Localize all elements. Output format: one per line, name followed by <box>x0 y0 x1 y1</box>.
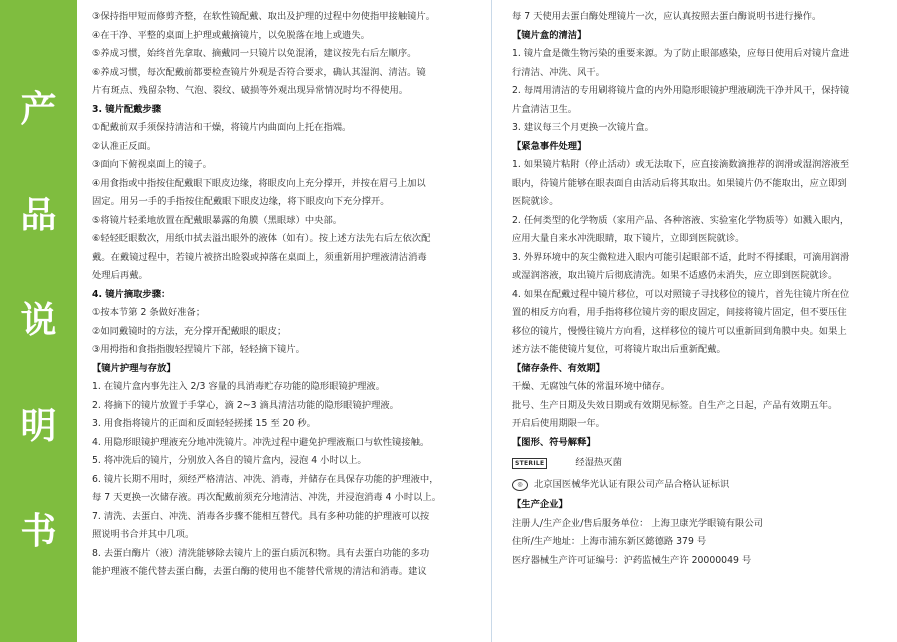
text-line: 2. 将摘下的镜片放置于手掌心，滴 2~3 滴具清洁功能的隐形眼镜护理液。 <box>92 399 399 411</box>
section-heading: 4. 镜片摘取步骤： <box>92 288 171 300</box>
symbol-row-cert <box>512 474 890 496</box>
text-line: 眼内，待镜片能够在眼表面自由活动后将其取出。如果镜片仍不能取出，应立即到 <box>512 177 847 189</box>
producer-line: 医疗器械生产许可证编号：沪药监械生产许 20000049 号 <box>512 554 752 566</box>
text-line: 移位的镜片，慢慢往镜片方向看，这样移位的镜片可以重新回到角膜中央。如果上 <box>512 325 847 337</box>
sidebar-title-char: 明 <box>20 405 57 447</box>
text-line: 3. 外界环境中的灰尘微粒进入眼内可能引起眼部不适，此时不得揉眼，可滴用润滑 <box>512 251 850 263</box>
text-line: ③保持指甲短而修剪齐整，在软性镜配戴、取出及护理的过程中勿使指甲接触镜片。 <box>92 11 436 22</box>
text-line: 8. 去蛋白酶片（液）清洗能够除去镜片上的蛋白质沉积物。具有去蛋白功能的多功 <box>92 547 430 559</box>
sidebar-title-char: 说 <box>20 300 57 341</box>
section-heading: 【储存条件、有效期】 <box>512 362 605 374</box>
text-line: 4. 用隐形眼镜护理液充分地冲洗镜片。冲洗过程中避免护理液瓶口与软性镜接触。 <box>92 436 430 448</box>
text-line: 医院就诊。 <box>512 196 559 207</box>
text-line: ④用食指或中指按住配戴眼下眼皮边缘，将眼皮向上充分撑开，并按在眉弓上加以 <box>92 177 426 189</box>
cert-description: 北京国医械华光认证有限公司产品合格认证标识 <box>534 478 730 490</box>
text-line: 3. 用食指将镜片的正面和反面轻轻搓揉 15 至 20 秒。 <box>92 418 316 429</box>
text-line: ⑤将镜片轻柔地放置在配戴眼暴露的角膜（黑眼球）中央部。 <box>92 214 343 226</box>
certification-mark-icon: ◎ <box>512 479 528 491</box>
sidebar <box>0 0 77 642</box>
section-heading: 3. 镜片配戴步骤 <box>92 103 162 115</box>
text-line: 片有斑点、残留杂物、气泡、裂纹、破损等外观出现异常情况时均不得使用。 <box>92 85 409 96</box>
text-line: 应用大量自来水冲洗眼睛，取下镜片，立即到医院就诊。 <box>512 233 745 244</box>
text-line: 6. 镜片长期不用时，须经严格清洁、冲洗、消毒，并储存在具保存功能的护理液中， <box>92 473 439 485</box>
text-line: 7. 清洗、去蛋白、冲洗、消毒各步骤不能相互替代。具有多种功能的护理液可以按 <box>92 510 430 522</box>
text-line: 批号、生产日期及失效日期或有效期见标签。自生产之日起，产品有效期五年。 <box>512 399 838 411</box>
text-line: 3. 建议每三个月更换一次镜片盒。 <box>512 122 654 133</box>
section-heading: 【镜片盒的清洁】 <box>512 29 587 41</box>
text-line: 4. 如果在配戴过程中镜片移位，可以对照镜子寻找移位的镜片，首先往镜片所在位 <box>512 288 850 300</box>
text-line: 1. 镜片盒是微生物污染的重要来源。为了防止眼部感染，应每日使用后对镜片盒进 <box>512 48 850 59</box>
symbol-row-sterile <box>512 452 890 474</box>
sidebar-title-char: 书 <box>20 511 57 552</box>
section-heading: 【图形、符号解释】 <box>512 436 596 448</box>
section-heading: 【镜片护理与存放】 <box>92 362 176 374</box>
text-line: 开启后使用期限一年。 <box>512 418 605 429</box>
text-line: 片盒清洁卫生。 <box>512 103 578 115</box>
producer-line: 住所/生产地址：上海市浦东新区懿德路 379 号 <box>512 536 707 547</box>
text-line: 固定。用另一手的手指按住配戴眼下眼皮边缘，将下眼皮向下充分撑开。 <box>92 196 390 207</box>
text-line: 述方法不能使镜片复位，可将镜片取出后重新配戴。 <box>512 344 726 355</box>
text-line: ⑥养成习惯，每次配戴前都要检查镜片外观是否符合要求，确认其湿润、清洁。镜 <box>92 66 426 78</box>
text-line: ③用拇指和食指指腹轻捏镜片下部，轻轻摘下镜片。 <box>92 344 305 355</box>
text-line: 2. 任何类型的化学物质（家用产品、各种溶液、实验室化学物质等）如溅入眼内， <box>512 214 850 226</box>
text-line: ②认准正反面。 <box>92 140 157 152</box>
text-line: 每 7 天更换一次储存液。再次配戴前须充分地清洁、冲洗，并浸泡消毒 4 小时以上。 <box>92 492 442 503</box>
text-line: 2. 每周用清洁的专用刷将镜片盒的内外用隐形眼镜护理液刷洗干净并风干，保持镜 <box>512 85 850 96</box>
text-line: 或湿润溶液，取出镜片后彻底清洗。如果不适感仍未消失，应立即到医院就诊。 <box>512 270 838 281</box>
sterile-symbol-icon: STERILE <box>512 458 547 469</box>
sidebar-title-char: 品 <box>20 194 57 236</box>
text-line: ②如同戴镜时的方法，充分撑开配戴眼的眼皮； <box>92 325 287 337</box>
text-line: 行清洁、冲洗、风干。 <box>512 66 605 78</box>
text-line: ①配戴前双手须保持清洁和干燥，将镜片内曲面向上托在指端。 <box>92 122 352 133</box>
text-line: 照说明书合并其中几项。 <box>92 529 195 540</box>
text-line: 每 7 天使用去蛋白酶处理镜片一次，应认真按照去蛋白酶说明书进行操作。 <box>512 11 822 22</box>
text-line: 干燥、无腐蚀气体的常温环境中储存。 <box>512 381 671 392</box>
right-text-block <box>512 8 890 452</box>
left-column <box>92 8 475 582</box>
column-divider <box>491 0 492 642</box>
text-line: 能护理液不能代替去蛋白酶，去蛋白酶的使用也不能替代常规的清洁和消毒。建议 <box>92 566 427 577</box>
text-line: 1. 在镜片盒内事先注入 2/3 容量的具消毒贮存功能的隐形眼镜护理液。 <box>92 381 386 392</box>
producer-line: 注册人/生产企业/售后服务单位： 上海卫康光学眼镜有限公司 <box>512 517 763 529</box>
text-line: ①按本节第 2 条做好准备； <box>92 307 206 318</box>
sidebar-title-char: 产 <box>20 89 57 130</box>
producer-heading: 【生产企业】 <box>512 499 568 510</box>
text-line: ④在干净、平整的桌面上护理或戴摘镜片，以免脱落在地上或遗失。 <box>92 29 370 41</box>
text-line: 1. 如果镜片粘附（停止活动）或无法取下，应直接滴数滴推荐的润滑或湿润溶液至 <box>512 159 850 170</box>
text-line: ⑤养成习惯，始终首先拿取、摘戴同一只镜片以免混淆，建议按先右后左顺序。 <box>92 48 417 59</box>
text-line: ③面向下俯视桌面上的镜子。 <box>92 159 212 170</box>
section-heading: 【紧急事件处理】 <box>512 140 587 152</box>
text-line: 置的相反方向看，用手指将移位镜片旁的眼皮固定，间接将镜片固定，但不要压住 <box>512 307 847 318</box>
text-line: 5. 将冲洗后的镜片，分别放入各自的镜片盒内，浸泡 4 小时以上。 <box>92 455 367 466</box>
sterile-description: 经湿热灭菌 <box>575 456 622 468</box>
right-column <box>512 8 890 570</box>
text-line: ⑥轻轻眨眼数次，用纸巾拭去溢出眼外的液体（如有）。按上述方法先右后左依次配 <box>92 233 431 244</box>
text-line: 戴。在戴镜过程中，若镜片被挤出睑裂或掉落在桌面上，须重新用护理液清洁消毒 <box>92 251 427 263</box>
text-line: 处理后再戴。 <box>92 270 148 281</box>
